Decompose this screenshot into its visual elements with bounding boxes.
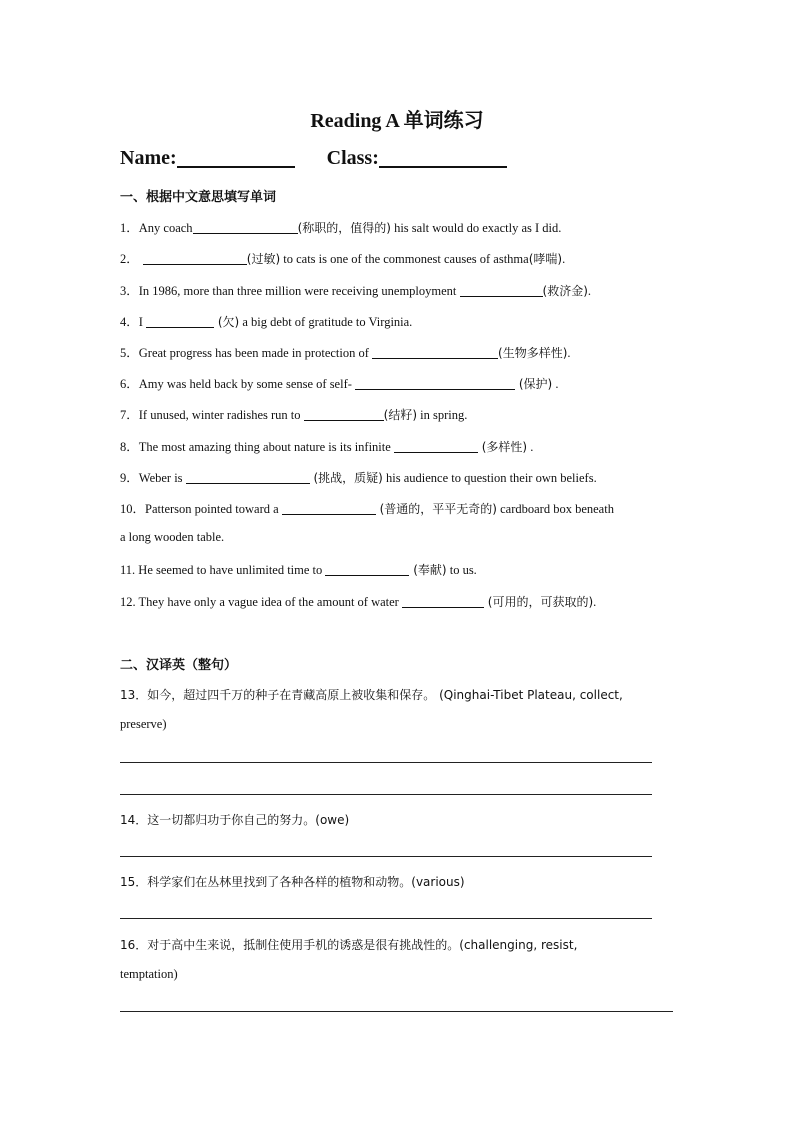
name-class-row (120, 146, 507, 170)
question-text: The most amazing thing about nature is its infinite (138, 440, 394, 454)
question-5 (120, 343, 571, 361)
question-text: He seemed to have unlimited time to (138, 563, 326, 577)
answer-line[interactable] (120, 1011, 673, 1012)
question-number: 11. (120, 563, 139, 577)
chinese-hint: (普通的，平平无奇的) (375, 502, 497, 516)
question-text: Weber is (138, 471, 186, 485)
section1-heading: 一、根据中文意思填写单词 (120, 190, 277, 205)
answer-blank[interactable] (402, 596, 484, 608)
answer-line[interactable] (120, 794, 652, 795)
question-6 (120, 374, 558, 392)
question-text: . (552, 377, 559, 391)
question-number: 6． (120, 377, 139, 391)
answer-line[interactable] (120, 856, 652, 857)
class-blank[interactable] (379, 146, 507, 168)
class-label: Class: (326, 147, 379, 169)
question-8 (120, 437, 533, 455)
chinese-hint: (救济金) (542, 284, 588, 298)
answer-blank[interactable] (372, 347, 498, 359)
chinese-hint: (称职的，值得的) (297, 221, 391, 235)
answer-blank[interactable] (146, 316, 214, 328)
question-13: 13．如今，超过四千万的种子在青藏高原上被收集和保存。 (Qinghai-Tibet Plateau, collect, (120, 688, 623, 702)
question-number: 5． (120, 346, 139, 360)
question-text: Amy was held back by some sense of self- (138, 377, 356, 391)
question-text: to us. (446, 563, 477, 577)
question-text: Great progress has been made in protection of (138, 346, 373, 360)
question-number: 3． (120, 284, 139, 298)
chinese-hint: (可用的，可获取的) (483, 595, 594, 609)
answer-line[interactable] (120, 762, 652, 763)
question-16-continued: temptation) (120, 967, 178, 981)
question-9 (120, 468, 597, 486)
chinese-hint: (奉献) (409, 563, 447, 577)
answer-blank[interactable] (193, 222, 298, 234)
question-13-continued: preserve) (120, 717, 167, 731)
question-text: . (562, 252, 566, 266)
answer-blank[interactable] (325, 564, 409, 576)
question-text: They have only a vague idea of the amount of water (138, 595, 402, 609)
chinese-hint: (保护) (515, 377, 553, 391)
name-label: Name: (120, 147, 177, 169)
answer-blank[interactable] (460, 285, 543, 297)
answer-blank[interactable] (186, 472, 310, 484)
chinese-hint: (欠) (214, 315, 240, 329)
chinese-hint: (过敏) (246, 252, 281, 266)
question-number: 2． (120, 252, 139, 266)
answer-blank[interactable] (355, 378, 515, 390)
name-blank[interactable] (177, 146, 295, 168)
question-text: a long wooden table. (120, 530, 225, 544)
answer-blank[interactable] (394, 441, 478, 453)
question-15: 15．科学家们在丛林里找到了各种各样的植物和动物。(various) (120, 875, 465, 889)
question-text: in spring. (417, 408, 468, 422)
section2-heading: 二、汉译英（整句） (120, 658, 238, 673)
question-11 (120, 561, 477, 578)
answer-line[interactable] (120, 918, 652, 919)
question-text: . (567, 346, 571, 360)
question-14: 14．这一切都归功于你自己的努力。(owe) (120, 813, 350, 827)
question-text: . (527, 440, 534, 454)
question-text: his salt would do exactly as I did. (390, 221, 562, 235)
question-12 (120, 593, 596, 610)
question-text: his audience to question their own beliefs. (382, 471, 597, 485)
chinese-hint: (挑战，质疑) (309, 471, 383, 485)
question-number: 9． (120, 471, 139, 485)
question-text: . (587, 284, 592, 298)
question-number: 10． (120, 502, 146, 516)
question-text: In 1986, more than three million were receiving unemployment (138, 284, 460, 298)
question-number: 4． (120, 315, 139, 329)
question-number: 12. (120, 595, 139, 609)
answer-blank[interactable] (304, 409, 384, 421)
question-text: a big debt of gratitude to Virginia. (239, 315, 413, 329)
question-text: Any coach (138, 221, 193, 235)
question-text: cardboard box beneath (496, 502, 614, 516)
question-text: . (593, 595, 597, 609)
question-2 (120, 249, 565, 267)
question-text: If unused, winter radishes run to (138, 408, 304, 422)
question-4 (120, 312, 412, 330)
question-7 (120, 405, 467, 423)
answer-blank[interactable] (282, 503, 376, 515)
question-10-continued (120, 530, 224, 545)
chinese-hint: (哮喘) (528, 252, 563, 266)
question-text: I (138, 315, 147, 329)
question-number: 8． (120, 440, 139, 454)
question-16: 16．对于高中生来说，抵制住使用手机的诱惑是很有挑战性的。(challenging, resist, (120, 938, 578, 952)
chinese-hint: (结籽) (383, 408, 418, 422)
question-number: 7． (120, 408, 139, 422)
worksheet-title: Reading A 单词练习 (310, 110, 484, 132)
question-text: to cats is one of the commonest causes of asthma (280, 252, 529, 266)
answer-blank[interactable] (143, 253, 247, 265)
question-10 (120, 499, 614, 517)
question-1 (120, 218, 561, 236)
question-text: Patterson pointed toward a (145, 502, 282, 516)
question-number: 1． (120, 221, 139, 235)
chinese-hint: (生物多样性) (498, 346, 568, 360)
chinese-hint: (多样性) (477, 440, 528, 454)
question-3 (120, 281, 591, 299)
